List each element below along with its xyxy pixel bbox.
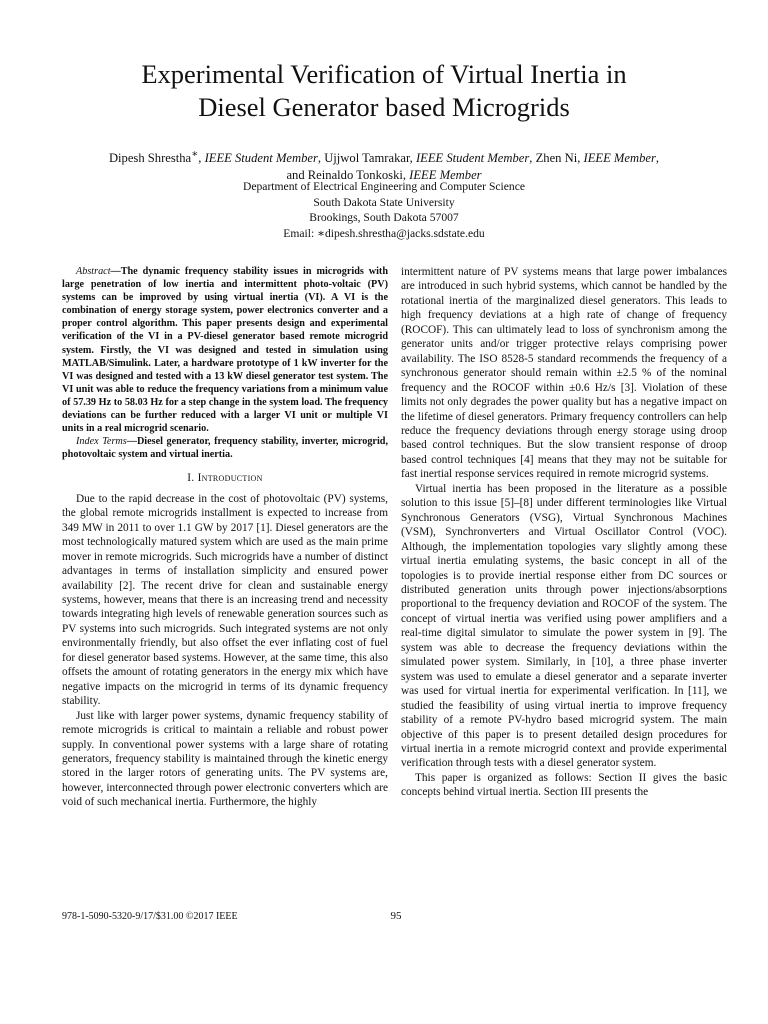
- paragraph: intermittent nature of PV systems means that large power imbalances are introduced in such hybrid systems, which cannot be handled by the rotational inertia of the marginalized diesel generators. This leads to high frequency deviations at a high rate of change of frequency (ROCOF). This can ultimately lead to loss of synchronism among the generator units and/or trigger protective relays comprising power availability. The ISO 8528-5 standard recommends the frequency of a synchronous generator should remain within ±2.5 % of the nominal frequency and the ROCOF within ±0.6 Hz/s [3]. Violation of these limits not only degrades the power quality but has a negative impact on the lifetime of diesel generators. Primary frequency controllers can help reduce the frequency deviations through energy storage using droop based control techniques. But the slow transient response of droop based control techniques [4] means that they may not be suitable for fast inertial response services required in remote microgrid systems.: [401, 266, 727, 481]
- author-role: IEEE Member: [583, 151, 656, 166]
- abstract-lead: Abstract: [76, 266, 111, 277]
- author-name: Ujjwol Tamrakar: [324, 151, 410, 166]
- author-separator: ,: [317, 151, 325, 166]
- paper-title: [40, 58, 728, 124]
- city: Brookings, South Dakota 57007: [309, 211, 459, 224]
- page-number: 95: [390, 910, 402, 922]
- abstract-body: —The dynamic frequency stability issues in microgrids with large penetration of low inertia and intermittent photo-voltaic (PV) systems can be improved by using virtual inertia (VI). A VI is the combination of energy storage system, power electronics converter and a proper control algorithm. This paper presents design and experimental verification of the VI in a PV-diesel generator based remote microgrid system. Firstly, the VI was designed and tested in simulation using MATLAB/Simulink. Later, a hardware prototype of 1 kW inverter for the VI was designed and tested with a 13 kW diesel generator test system. The VI unit was able to reduce the frequency variations from a minimum value of 57.39 Hz to 58.03 Hz for a step change in the system load. The frequency deviations can be further reduced with a larger VI unit or multiple VI units in a real microgrid scenario.: [62, 266, 388, 435]
- author-separator: ,: [577, 151, 584, 166]
- email: Email: ∗dipesh.shrestha@jacks.sdstate.edu: [283, 226, 485, 240]
- section-title: Introduction: [197, 472, 263, 485]
- author-role: IEEE Student Member: [204, 151, 318, 166]
- university: South Dakota State University: [313, 195, 455, 209]
- author-separator: ,: [402, 167, 410, 182]
- author-name: Zhen Ni: [535, 151, 578, 166]
- title-line-1: Experimental Verification of Virtual Inertia in: [141, 59, 627, 89]
- author-role: IEEE Member: [409, 167, 482, 182]
- author-separator: ,: [655, 151, 660, 166]
- title-line-2: Diesel Generator based Microgrids: [198, 92, 570, 122]
- abstract: [62, 265, 388, 435]
- left-column: [62, 265, 388, 810]
- author-separator: ,: [198, 151, 205, 166]
- section-number: I.: [187, 472, 195, 485]
- index-terms-body: —Diesel generator, frequency stability, inverter, microgrid, photovoltaic system and virtual inertia.: [62, 436, 388, 461]
- section-heading: [62, 471, 388, 485]
- index-terms-lead: Index Terms: [76, 436, 127, 448]
- author-role: IEEE Student Member: [415, 151, 530, 166]
- index-terms: [62, 435, 388, 461]
- affiliation-block: [40, 179, 728, 241]
- paragraph: Due to the rapid decrease in the cost of photovoltaic (PV) systems, the global remote microgrids installment is expected to increase from 349 MW in 2011 to over 1.1 GW by 2017 [1]. Diesel generators are the most technologically matured system which are used as the main prime mover in remote microgrids. Such microgrids have a number of distinct advantages in terms of installation simplicity and ensured power availability [2]. The recent drive for clean and sustainable energy systems, however, means that there is an increasing trend and necessity towards integrating high levels of renewable generation sources such as PV systems into such microgrids. Such integrated systems are not only environmentally friendly, but also offset the ever inflating cost of fuel for diesel generator based systems. However, at the same time, this also offsets the amount of rotating generators in the energy mix which have negative impacts on the microgrid in terms of its dynamic frequency stability.: [62, 492, 388, 708]
- author-name: Dipesh Shrestha: [108, 151, 192, 166]
- paragraph: Just like with larger power systems, dynamic frequency stability of remote microgrids is critical to maintain a reliable and robust power supply. In conventional power systems with a large share of rotating generators, frequency stability is maintained through the kinetic energy stored in the larger rotors of generating units. The PV systems are, however, interconnected through power electronic converters which are void of such mechanical inertia. Furthermore, the highly: [62, 709, 388, 809]
- paragraph: This paper is organized as follows: Section II gives the basic concepts behind virtual inertia. Section III presents the: [401, 771, 727, 799]
- department: Department of Electrical Engineering and Computer Science: [242, 180, 525, 193]
- author-mark: ∗: [191, 149, 199, 160]
- author-list: Dipesh Shrestha∗, IEEE Student Member, Ujjwol Tamrakar, IEEE Student Member, Zhen Ni, IEEE Member, and Reinaldo Tonkoski, IEEE Member: [108, 149, 660, 182]
- right-column: [401, 265, 727, 800]
- author-separator: ,: [409, 151, 416, 166]
- paragraph: Virtual inertia has been proposed in the literature as a possible solution to this issue [5]–[8] under different terminologies like Virtual Synchronous Generators (VSG), Virtual Synchronous Machines (VSM), Synchronverters and Virtual Oscillator Control (VOC). Although, the implementation topologies vary slightly among these virtual inertia emulating systems, the basic concept in all of the topologies is to provide inertial response either from DC sources or distributed generation units through power injections/absorptions proportional to the frequency deviation and ROCOF of the system. The concept of virtual inertia was verified using power amplifiers and a real-time digital simulator to simulate the power system in [9]. The system was able to decrease the frequency deviations within the simulated power system. Similarly, in [10], a three phase inverter system was used to emulate a diesel generator and a separate inverter was used for virtual inertia for experimental verification. In [11], we studied the feasibility of using virtual inertia to improve frequency stability of a remote PV-hydro based microgrid system. The main objective of this paper is to present detailed design procedures for virtual inertia in a remote microgrid context and provide experimental verification through tests with a diesel generator system.: [401, 482, 727, 770]
- author-name: Reinaldo Tonkoski: [307, 167, 403, 182]
- author-separator: ,: [529, 151, 536, 166]
- copyright-line: 978-1-5090-5320-9/17/$31.00 ©2017 IEEE: [62, 911, 238, 922]
